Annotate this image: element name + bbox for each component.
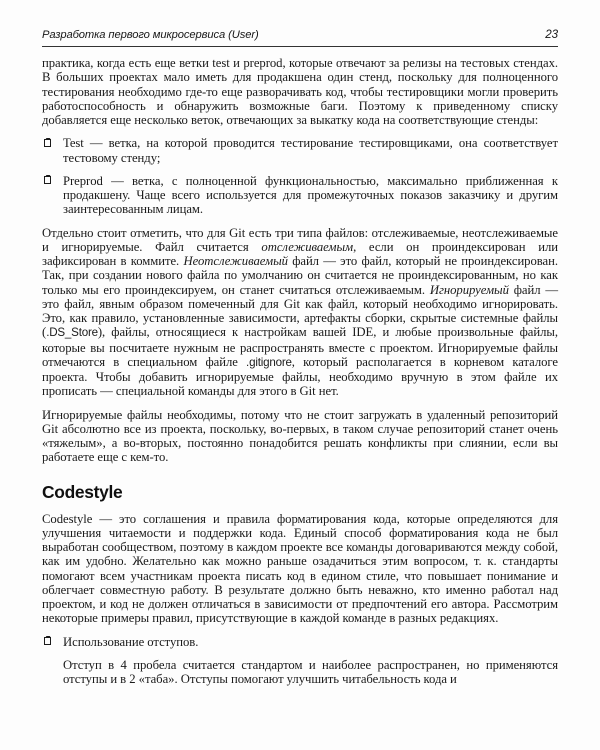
text-fragment: , если он проиндексирован или зафиксирован в коммите. [42, 239, 558, 268]
square-bullet-icon [44, 176, 51, 184]
header-divider [42, 46, 558, 47]
list-item [42, 136, 558, 165]
list-item-text: Использование отступов. [63, 634, 199, 649]
text-fragment: ), файлы, относящиеся к настройкам вашей IDE, и любые произвольные файлы, которые вы посчитаете нужным не распространять вместе с проектом. Игнорируемые файлы отмечаются в специальном файле [42, 325, 558, 369]
text-column [42, 56, 558, 686]
paragraph-indent-rule: Отступ в 4 пробела считается стандартом и наиболее распространен, но применяются отступы и в 2 «таба». Отступы помогают улучшить читабельность кода и [63, 657, 558, 686]
square-bullet-icon [44, 637, 51, 645]
list-item [42, 635, 558, 649]
paragraph-why-ignore: Игнорируемые файлы необходимы, потому что не стоит загружать в удаленный репозиторий Git абсолютно все из проекта, поскольку, во-первых, в таком случае репозиторий станет очень «тяжелым», а во-вторых, постоянно понадобится решать конфликты при слиянии, если вы работаете еще с кем-то. [42, 407, 558, 465]
paragraph-file-types [42, 226, 558, 399]
emphasis-untracked: Неотслеживаемый [183, 254, 288, 268]
code-gitignore: .gitignore [246, 355, 292, 369]
paragraph-practice: практика, когда есть еще ветки test и preprod, которые отвечают за релизы на тестовых стендах. В больших проектах мало иметь для продакшена один стенд, поскольку для полноценного тестирования необходимо где-то еще разворачивать код, чтобы тестировщики могли проверить работоспособность и обнаружить возможные баги. Поэтому к приведенному списку добавляется еще несколько веток, отвечающих за выкатку кода на соответствующие стенды: [42, 56, 558, 127]
running-head-title: Разработка первого микросервиса (User) [42, 29, 259, 41]
text-fragment: , который располагается в корневом каталоге проекта. Чтобы добавить игнорируемые файлы, необходимо вручную в этом файле их прописать — специальной команды для этого в Git нет. [42, 354, 559, 399]
branch-list [42, 136, 558, 216]
list-item [42, 174, 558, 217]
square-bullet-icon [44, 139, 51, 147]
list-item-text: Test — ветка, на которой проводится тестирование тестировщиками, она соответствует тестовому стенду; [63, 136, 558, 165]
emphasis-tracked: отслеживаемым [261, 239, 354, 254]
code-ds-store: .DS_Store [46, 326, 98, 340]
codestyle-rules-list [42, 635, 558, 649]
heading-codestyle: Codestyle [42, 481, 123, 502]
emphasis-ignored: Игнорируемый [429, 282, 509, 297]
running-head [42, 28, 558, 41]
text-fragment: Отдельно стоит отметить, что для Git есть три типа файлов: отслеживаемые, неотслеживаемые и игнорируемые. Файл считается [42, 225, 558, 254]
text-fragment: файл — это файл, явным образом помеченный для Git как файл, который необходимо игнорировать. Это, как правило, установленные зависимости, артефакты сборки, скрытые системные файлы ( [42, 282, 559, 340]
text-fragment: файл — это файл, который не проиндексирован. Так, при создании нового файла по умолчанию он считается не проиндексированным, но как только мы его проиндексируем, он станет считаться отслеживаемым. [42, 254, 558, 297]
list-item-text: Preprod — ветка, с полноценной функциональностью, максимально приближенная к продакшену. Чаще всего используется для промежуточных показов заказчику и другим заинтересованным лицам. [63, 173, 558, 217]
paragraph-codestyle-intro: Codestyle — это соглашения и правила форматирования кода, которые определяются для улучшения читаемости и поддержки кода. Единый способ форматирования кода не был выработан сообществом, поэтому в каждом проекте все команды договариваются между собой, как им удобно. Желательно как можно раньше озадачиться этим вопросом, т. к. стандарты помогают всем участникам проекта писать код в едином стиле, что повышает понимание и облегчает совместную работу. В результате должно быть неважно, кто именно работал над проектом, и код не должен отличаться в зависимости от предпочтений его автора. Рассмотрим некоторые примеры правил, присутствующие в каждой команде в разных редакциях. [42, 511, 558, 626]
page-number: 23 [545, 28, 558, 41]
